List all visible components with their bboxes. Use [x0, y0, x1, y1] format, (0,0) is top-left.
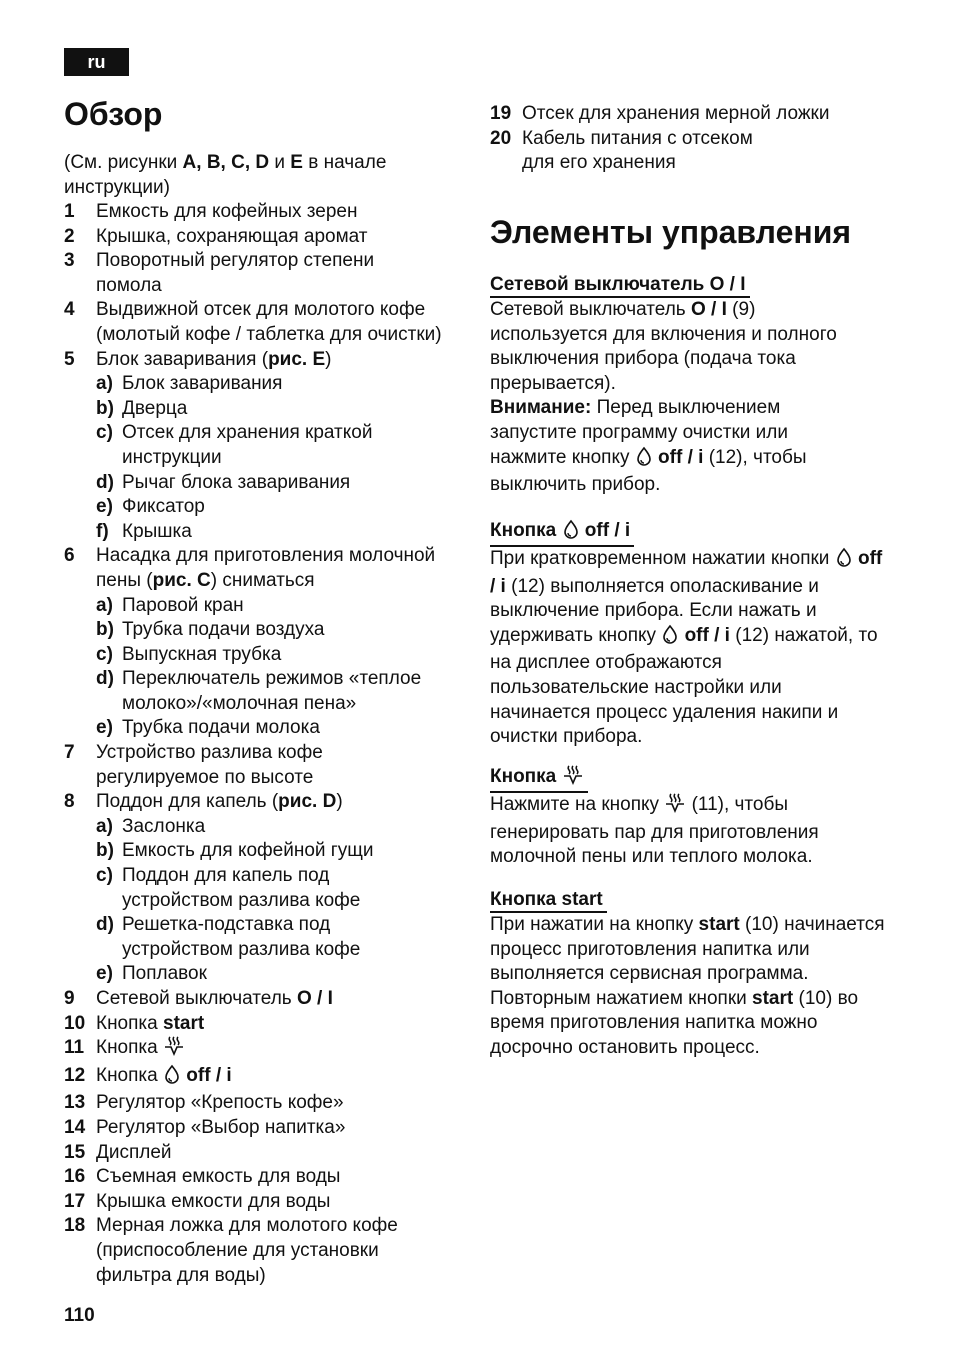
sub-item-letter: b)	[96, 619, 114, 641]
sub-item	[96, 667, 474, 716]
item-text	[96, 1064, 474, 1092]
sub-item-text: Решетка-подставка под устройством разлива кофе	[122, 914, 361, 960]
sub-item	[96, 495, 474, 520]
power-symbol: O / I	[296, 988, 333, 1009]
body-text: (10) начинается процесс приготовления напитка или выполняется сервисная программа. Повторным нажатием кнопки	[490, 914, 885, 1009]
sub-item	[96, 618, 474, 643]
list-item	[64, 1012, 474, 1037]
sub-item	[96, 397, 474, 422]
warning-label: Внимание:	[490, 397, 592, 419]
steam-icon	[664, 793, 686, 821]
power-switch-warning	[490, 396, 860, 497]
item-text: Отсек для хранения мерной ложки	[522, 103, 830, 124]
item-number: 17	[64, 1190, 86, 1212]
body-text: (12) нажатой, то на дисплее отображаются пользовательские настройки или начинается процесс удаления накипи и очистки прибора.	[490, 624, 878, 748]
item-number: 8	[64, 791, 75, 813]
sub-item-letter: c)	[96, 643, 113, 665]
body-text: (9) используется для включения и полного выключения прибора (подача тока прерывается).	[490, 299, 837, 394]
off-label: off / i	[684, 624, 730, 646]
off-button-heading	[490, 519, 634, 547]
sub-item-letter: e)	[96, 717, 113, 739]
item-text-part: Поддон для капель (	[96, 791, 279, 813]
list-item	[64, 1214, 474, 1288]
sub-item-text: Фиксатор	[122, 496, 205, 518]
intro-text-3: в начале инструкции)	[64, 152, 387, 198]
list-item	[490, 127, 900, 176]
page-number: 110	[64, 1305, 95, 1326]
item-text: Крышка емкости для воды	[96, 1190, 331, 1212]
body-text: (11), чтобы генерировать пар для приготовления молочной пены или теплого молока.	[490, 794, 819, 868]
overview-title: Обзор	[64, 96, 163, 132]
rinse-icon	[661, 624, 679, 652]
power-switch-heading	[490, 274, 750, 298]
item-number: 1	[64, 201, 75, 222]
rinse-icon	[835, 547, 853, 575]
sub-item-text: Поплавок	[122, 963, 207, 985]
item-number: 7	[64, 742, 75, 764]
list-item	[64, 987, 474, 1012]
item-text: Кабель питания с отсеком для его хранения	[522, 127, 753, 174]
off-label: off / i	[181, 1064, 232, 1086]
item-figure-ref: рис. C	[152, 569, 211, 591]
body-text: (12), чтобы выключить прибор.	[490, 446, 807, 496]
sub-item	[96, 864, 474, 913]
steam-button-heading	[490, 765, 588, 793]
item-number: 5	[64, 348, 75, 370]
language-tab: ru	[64, 48, 129, 76]
sub-item	[96, 913, 474, 962]
controls-title: Элементы управления	[490, 214, 852, 250]
steam-icon	[163, 1036, 185, 1064]
start-label: start	[163, 1012, 205, 1034]
item-figure-ref: рис. E	[268, 348, 326, 370]
item-number: 4	[64, 299, 75, 321]
sub-item-letter: f)	[96, 520, 109, 542]
body-text: При нажатии на кнопку	[490, 914, 699, 935]
sub-item-letter: c)	[96, 422, 113, 444]
heading-text: Кнопка	[490, 766, 562, 787]
list-item	[64, 790, 474, 987]
item-text: Устройство разлива кофе регулируемое по высоте	[96, 742, 323, 788]
sub-item-text: Дверца	[122, 397, 188, 419]
sub-item-text: Отсек для хранения краткой инструкции	[122, 422, 373, 468]
item-number: 18	[64, 1215, 86, 1237]
list-item	[64, 741, 474, 790]
item-text: Регулятор «Выбор напитка»	[96, 1116, 346, 1138]
body-text: Перед выключением запустите программу очистки или нажмите кнопку	[490, 397, 788, 468]
sub-item-text: Трубка подачи воздуха	[122, 619, 325, 641]
start-label: start	[698, 914, 740, 935]
start-label: start	[752, 987, 794, 1009]
item-text: Выдвижной отсек для молотого кофе (молотый кофе / таблетка для очистки)	[96, 299, 442, 345]
item-text-part: Кнопка	[96, 1064, 163, 1086]
steam-button-text	[490, 793, 885, 870]
list-item	[64, 1141, 474, 1166]
sub-item	[96, 520, 474, 545]
item-text: Крышка, сохраняющая аромат	[96, 225, 368, 247]
rinse-icon	[635, 446, 653, 474]
sub-item-letter: d)	[96, 914, 114, 936]
intro-text-2: и	[269, 152, 291, 173]
item-text-part: Насадка для приготовления молочной пены (	[96, 545, 436, 591]
list-item	[64, 1036, 474, 1064]
sub-item-letter: e)	[96, 963, 113, 985]
item-number: 11	[64, 1037, 85, 1059]
item-text: Емкость для кофейных зерен	[96, 201, 358, 222]
item-number: 14	[64, 1116, 86, 1138]
item-text	[96, 1012, 474, 1037]
item-number: 16	[64, 1166, 86, 1188]
item-number: 9	[64, 988, 75, 1009]
sub-item-letter: b)	[96, 840, 114, 862]
intro-figs-1: A, B, C, D	[182, 152, 270, 173]
list-item	[64, 1165, 474, 1190]
intro-text-1: (См. рисунки	[64, 152, 183, 173]
sub-item-text: Переключатель режимов «теплое молоко»/«молочная пена»	[122, 668, 422, 714]
list-item	[64, 348, 474, 545]
item-number: 2	[64, 225, 75, 247]
heading-text: Кнопка	[490, 520, 562, 541]
list-item	[64, 200, 474, 225]
list-item	[64, 249, 474, 298]
sub-item-letter: a)	[96, 373, 113, 395]
sub-item-text: Паровой кран	[122, 594, 244, 616]
item-text	[96, 1036, 474, 1064]
item-number: 19	[490, 103, 512, 124]
sub-item-text: Емкость для кофейной гущи	[122, 840, 374, 862]
off-label: off / i	[658, 446, 704, 468]
rinse-icon	[163, 1064, 181, 1092]
item-text: Дисплей	[96, 1141, 172, 1163]
power-switch-section	[490, 273, 900, 498]
off-button-section	[490, 519, 900, 750]
item-text-part: )	[336, 791, 343, 813]
power-switch-text	[490, 298, 860, 396]
power-symbol: O / I	[709, 274, 746, 295]
item-text	[96, 987, 474, 1012]
item-text-part: ) сниматься	[210, 569, 315, 591]
off-button-text	[490, 547, 885, 750]
off-label: off / i	[490, 548, 883, 597]
item-text	[96, 544, 436, 593]
sub-item-text: Выпускная трубка	[122, 643, 282, 665]
item-number: 20	[490, 127, 512, 149]
sub-item-letter: e)	[96, 496, 113, 518]
item-text: Регулятор «Крепость кофе»	[96, 1092, 344, 1114]
body-text: При кратковременном нажатии кнопки	[490, 548, 835, 569]
sub-item-text: Блок заваривания	[122, 373, 283, 395]
item-number: 13	[64, 1092, 86, 1114]
item-text: Поворотный регулятор степени помола	[96, 250, 375, 296]
sub-item-letter: b)	[96, 397, 114, 419]
item-number: 10	[64, 1012, 86, 1034]
overview-list-continued	[490, 102, 900, 176]
body-text: Сетевой выключатель	[490, 299, 691, 320]
sub-item	[96, 815, 474, 840]
item-text-part: )	[325, 348, 332, 370]
sub-item-letter: c)	[96, 865, 113, 887]
heading-text: Сетевой выключатель	[490, 274, 710, 295]
sub-item-text: Заслонка	[122, 815, 206, 837]
steam-icon	[562, 765, 584, 791]
item-text-part: Кнопка	[96, 1037, 163, 1059]
item-number: 12	[64, 1064, 86, 1086]
sub-item	[96, 421, 474, 470]
list-item	[64, 225, 474, 250]
list-item	[64, 1064, 474, 1092]
sub-item-text: Рычаг блока заваривания	[122, 471, 351, 493]
overview-intro	[64, 151, 424, 200]
sub-item-letter: d)	[96, 471, 114, 493]
intro-figs-2: E	[290, 152, 303, 173]
power-symbol: O / I	[690, 299, 727, 320]
sub-item	[96, 594, 474, 619]
item-number: 15	[64, 1141, 86, 1163]
rinse-icon	[562, 519, 580, 545]
item-number: 6	[64, 545, 75, 567]
steam-button-section	[490, 765, 900, 870]
sub-item	[96, 372, 474, 397]
sub-item	[96, 716, 474, 741]
list-item	[64, 298, 474, 347]
sub-item-text: Крышка	[122, 520, 192, 542]
item-figure-ref: рис. D	[278, 791, 337, 813]
list-item	[64, 1116, 474, 1141]
item-text-part: Блок заваривания (	[96, 348, 269, 370]
sub-item	[96, 471, 474, 496]
list-item	[490, 102, 900, 127]
sub-item	[96, 962, 474, 987]
item-text: Мерная ложка для молотого кофе (приспособление для установки фильтра для воды)	[96, 1215, 398, 1286]
item-text: Съемная емкость для воды	[96, 1166, 341, 1188]
start-button-heading: Кнопка start	[490, 889, 607, 913]
item-text	[96, 790, 474, 815]
item-number: 3	[64, 250, 75, 272]
body-text: (12) выполняется ополаскивание и выключение прибора. Если нажать и удерживать кнопку	[490, 575, 819, 646]
sub-item	[96, 839, 474, 864]
item-text-part: Сетевой выключатель	[96, 988, 297, 1009]
off-label: off / i	[584, 520, 631, 541]
list-item	[64, 1091, 474, 1116]
body-text: (10) во время приготовления напитка можно досрочно остановить процесс.	[490, 987, 859, 1058]
item-text-part: Кнопка	[96, 1012, 163, 1034]
sub-item-letter: a)	[96, 815, 113, 837]
sub-item-text: Поддон для капель под устройством разлива кофе	[122, 865, 361, 911]
overview-list	[64, 200, 474, 1288]
list-item	[64, 1190, 474, 1215]
body-text: Нажмите на кнопку	[490, 794, 665, 815]
sub-item-letter: a)	[96, 594, 113, 616]
item-text	[96, 348, 474, 373]
start-button-text	[490, 913, 885, 1061]
start-button-section	[490, 888, 900, 1061]
sub-item-text: Трубка подачи молока	[122, 717, 320, 739]
sub-item-letter: d)	[96, 668, 114, 690]
list-item	[64, 544, 474, 741]
sub-item	[96, 643, 474, 668]
